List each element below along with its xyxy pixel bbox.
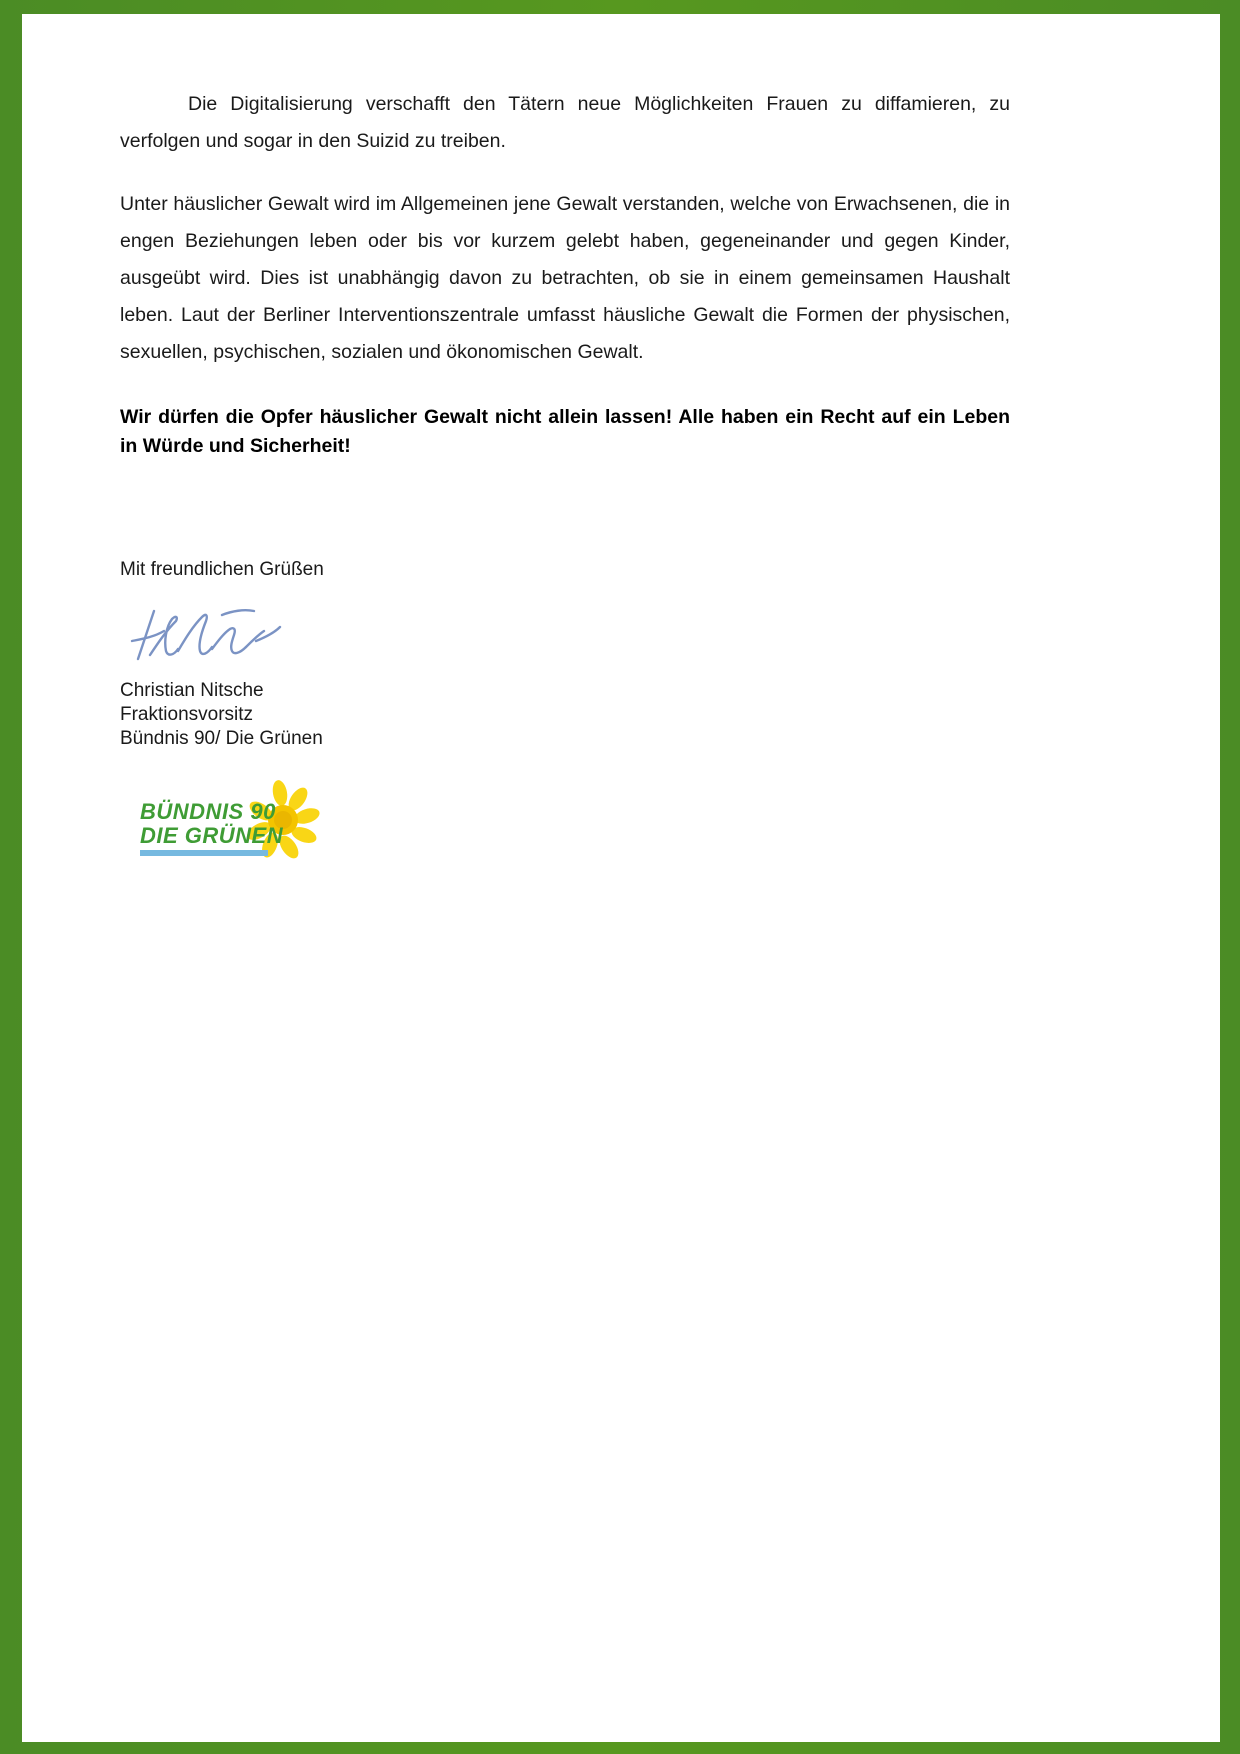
paragraph-digitalisierung: Die Digitalisierung verschafft den Tätern neue Möglichkeiten Frauen zu diffamieren, zu verfolgen und sogar in den Suizid zu treiben. xyxy=(120,93,1010,152)
signer-party: Bündnis 90/ Die Grünen xyxy=(120,728,323,749)
signer-name: Christian Nitsche xyxy=(120,680,264,701)
document-body xyxy=(120,86,1010,881)
logo-line2: DIE GRÜNEN xyxy=(140,823,284,848)
signer-block xyxy=(120,679,1010,751)
logo-line1: BÜNDNIS 90 xyxy=(140,799,276,824)
document-page xyxy=(22,14,1220,1742)
closing-salutation: Mit freundlichen Grüßen xyxy=(120,559,324,580)
buendnis-90-die-gruenen-logo xyxy=(132,771,342,881)
signer-role: Fraktionsvorsitz xyxy=(120,704,254,725)
logo-underline xyxy=(140,850,268,856)
bold-statement: Wir dürfen die Opfer häuslicher Gewalt nicht allein lassen! Alle haben ein Recht auf ein Leben in Würde und Sicherheit! xyxy=(120,406,1010,457)
paragraph-definition-haeusliche-gewalt: Unter häuslicher Gewalt wird im Allgemeinen jene Gewalt verstanden, welche von Erwachsenen, die in engen Beziehungen leben oder bis vor kurzem gelebt haben, gegeneinander und gegen Kinder, ausgeübt wird. Dies ist unabhängig davon zu betrachten, ob sie in einem gemeinsamen Haushalt leben. Laut der Berliner Interventionszentrale umfasst häusliche Gewalt die Formen der physischen, sexuellen, psychischen, sozialen und ökonomischen Gewalt. xyxy=(120,193,1010,363)
signature-image xyxy=(120,597,360,675)
